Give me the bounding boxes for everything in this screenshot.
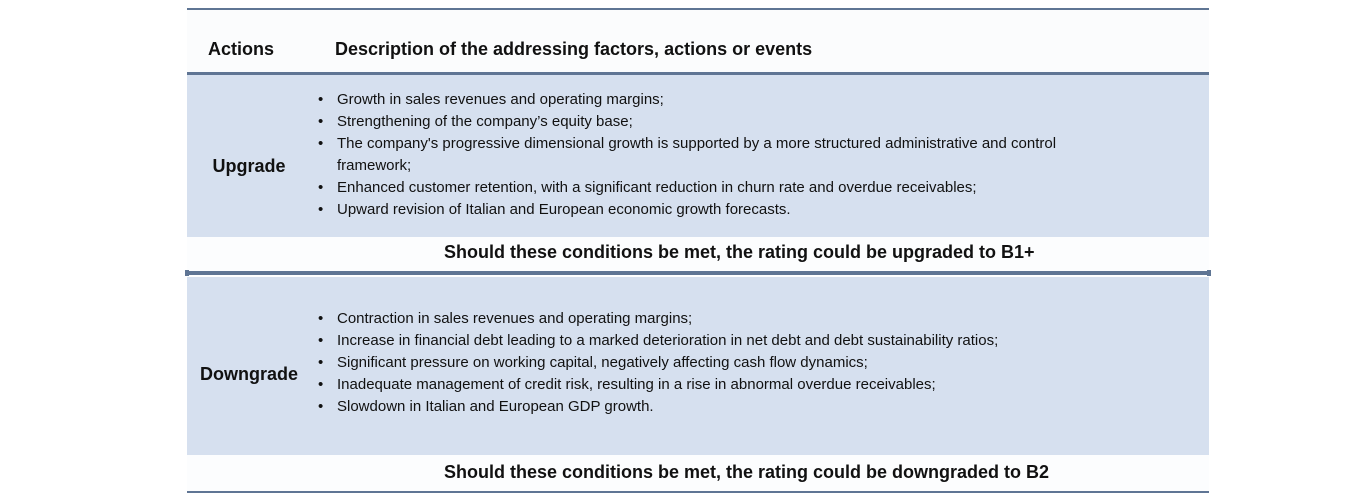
table-bottom-rule (187, 491, 1209, 493)
downgrade-factor-text: Contraction in sales revenues and operating margins; (337, 310, 693, 327)
downgrade-condition: Should these conditions be met, the rating could be downgraded to B2 (444, 462, 1050, 482)
rating-actions-table (187, 8, 1209, 494)
section-divider-cap-right (1207, 270, 1211, 276)
list-item (317, 396, 1117, 418)
header-actions: Actions (208, 39, 275, 59)
bullet-icon: • (318, 332, 324, 349)
downgrade-factor-text: Increase in financial debt leading to a marked deterioration in net debt and debt sustainability ratios; (337, 332, 999, 349)
bullet-icon: • (318, 376, 324, 393)
list-item (317, 89, 1117, 111)
list-item (317, 352, 1117, 374)
upgrade-factor-text: Enhanced customer retention, with a significant reduction in churn rate and overdue receivables; (337, 179, 977, 196)
list-item (317, 199, 1117, 221)
bullet-icon: • (318, 310, 324, 327)
section-divider (186, 271, 1210, 275)
downgrade-factor-list (317, 308, 1117, 418)
list-item (317, 330, 1117, 352)
bullet-icon: • (318, 113, 324, 130)
downgrade-condition-row (187, 455, 1209, 491)
header-description: Description of the addressing factors, actions or events (335, 39, 813, 59)
upgrade-factor-list (317, 89, 1117, 221)
section-divider-cap-left (185, 270, 189, 276)
upgrade-label: Upgrade (212, 156, 286, 176)
table-header (187, 10, 1209, 72)
list-item (317, 177, 1117, 199)
bullet-icon: • (318, 135, 324, 152)
list-item (317, 111, 1117, 133)
bullet-icon: • (318, 179, 324, 196)
bullet-icon: • (318, 354, 324, 371)
bullet-icon: • (318, 201, 324, 218)
upgrade-factor-text: Upward revision of Italian and European economic growth forecasts. (337, 201, 791, 218)
list-item (317, 308, 1117, 330)
bullet-icon: • (318, 91, 324, 108)
downgrade-factor-text: Inadequate management of credit risk, resulting in a rise in abnormal overdue receivables; (337, 376, 936, 393)
upgrade-condition-row (187, 237, 1209, 271)
upgrade-factor-text: Growth in sales revenues and operating margins; (337, 91, 664, 108)
downgrade-factor-text: Significant pressure on working capital, negatively affecting cash flow dynamics; (337, 354, 868, 371)
list-item (317, 133, 1117, 177)
upgrade-factor-text: The company's progressive dimensional growth is supported by a more structured administrative and control framework; (337, 135, 1057, 174)
downgrade-label: Downgrade (199, 364, 298, 384)
downgrade-factor-text: Slowdown in Italian and European GDP growth. (337, 398, 654, 415)
upgrade-condition: Should these conditions be met, the rating could be upgraded to B1+ (444, 242, 1035, 262)
upgrade-factor-text: Strengthening of the company’s equity base; (337, 113, 633, 130)
list-item (317, 374, 1117, 396)
bullet-icon: • (318, 398, 324, 415)
